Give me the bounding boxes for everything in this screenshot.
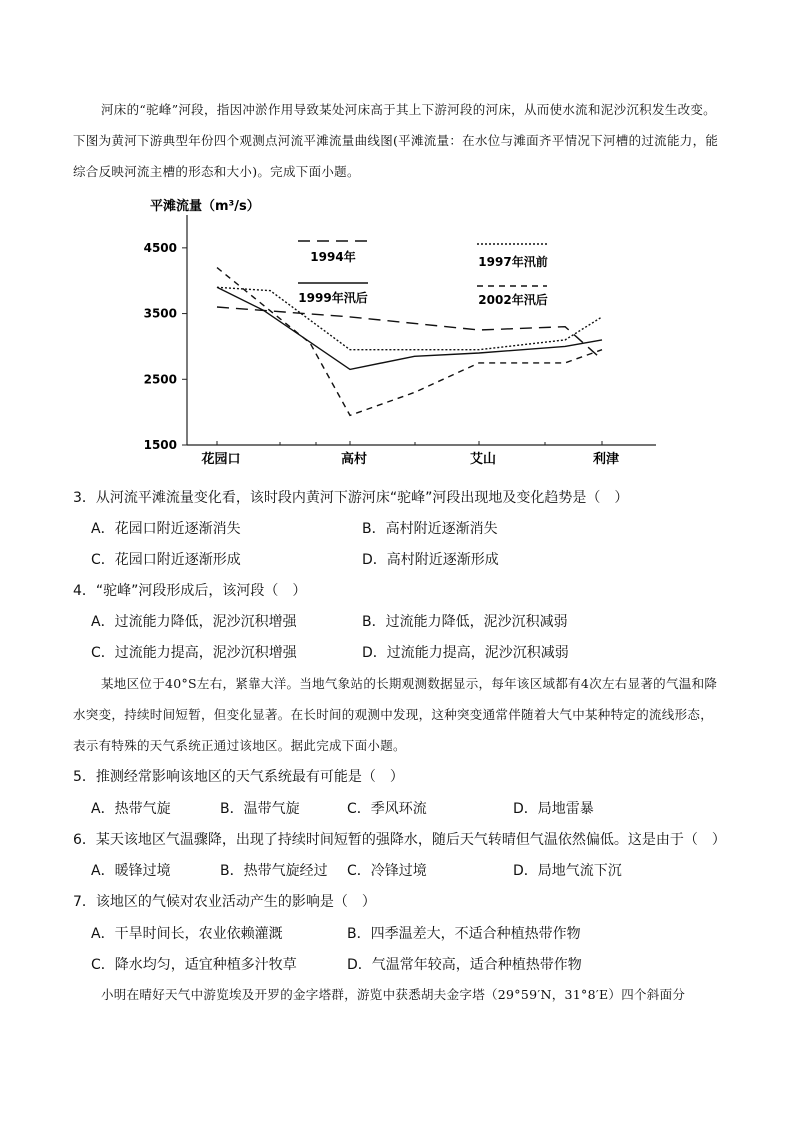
y-tick-label: 4500	[143, 240, 177, 255]
intro-paragraph-2	[73, 668, 723, 761]
chart-axes	[144, 215, 656, 467]
series-line-4	[217, 268, 602, 416]
y-tick-label: 3500	[143, 306, 177, 321]
q5-option-a[interactable]: A．热带气旋	[91, 801, 171, 817]
legend-label-2: 1997年汛前	[478, 255, 548, 269]
q7-option-c[interactable]: C．降水均匀，适宜种植多汁牧草	[91, 957, 297, 973]
y-axis-label: 平滩流量（m³/s）	[150, 199, 260, 214]
intro-text-2: 某地区位于40°S左右，紧靠大洋。当地气象站的长期观测数据显示，每年该区域都有4次左右显著的气温和降水突变，持续时间短暂，但变化显著。在长时间的观测中发现，这种突变通常伴随着大气中某种特定的流线形态，表示有特殊的天气系统正通过该地区。据此完成下面小题。	[73, 676, 718, 753]
intro-text-1: 河床的“驼峰”河段，指因冲淤作用导致某处河床高于其上下游河段的河床，从而使水流和泥沙沉积发生改变。下图为黄河下游典型年份四个观测点河流平滩流量曲线图(平滩流量：在水位与滩面齐平情况下河槽的过流能力，能综合反映河流主槽的形态和大小)。完成下面小题。	[73, 102, 719, 179]
x-tick-label: 高村	[340, 452, 368, 467]
q4-option-d[interactable]: D．过流能力提高，泥沙沉积减弱	[362, 645, 569, 661]
question-7: 7．该地区的气候对农业活动产生的影响是（ ）	[73, 894, 376, 910]
q3-option-d[interactable]: D．高村附近逐渐形成	[362, 552, 499, 568]
q3-option-c[interactable]: C．花园口附近逐渐形成	[91, 552, 241, 568]
chart-legend	[298, 241, 548, 307]
legend-label-4: 2002年汛后	[478, 293, 548, 307]
chart-series	[217, 268, 602, 416]
q5-option-b[interactable]: B．温带气旋	[220, 801, 300, 817]
q6-option-b[interactable]: B．热带气旋经过	[220, 863, 328, 879]
q7-option-b[interactable]: B．四季温差大，不适合种植热带作物	[347, 926, 581, 942]
question-4: 4．“驼峰”河段形成后，该河段（ ）	[73, 583, 307, 599]
question-3: 3．从河流平滩流量变化看，该时段内黄河下游河床“驼峰”河段出现地及变化趋势是（ ）	[73, 490, 629, 506]
y-tick-label: 1500	[143, 438, 177, 452]
x-tick-label: 花园口	[201, 452, 241, 467]
x-tick-label: 艾山	[469, 452, 497, 467]
x-tick-label: 利津	[592, 452, 620, 467]
question-6: 6．某天该地区气温骤降，出现了持续时间短暂的强降水，随后天气转晴但气温依然偏低。这是由于（ ）	[73, 832, 726, 848]
q7-option-d[interactable]: D．气温常年较高，适合种植热带作物	[347, 957, 582, 973]
q5-option-c[interactable]: C．季风环流	[347, 801, 427, 817]
y-tick-label: 2500	[143, 372, 177, 387]
question-5: 5．推测经常影响该地区的天气系统最有可能是（ ）	[73, 769, 404, 785]
flow-chart	[143, 195, 670, 470]
q6-option-a[interactable]: A．暖锋过境	[91, 863, 171, 879]
intro-paragraph-3	[73, 979, 723, 1010]
q6-option-c[interactable]: C．冷锋过境	[347, 863, 427, 879]
series-line-1	[217, 307, 602, 360]
q4-option-a[interactable]: A．过流能力降低，泥沙沉积增强	[91, 614, 297, 630]
legend-label-1: 1994年	[310, 250, 356, 264]
legend-label-3: 1999年汛后	[298, 291, 368, 305]
q5-option-d[interactable]: D．局地雷暴	[513, 801, 594, 817]
intro-paragraph-1	[73, 94, 723, 187]
intro-text-3: 小明在晴好天气中游览埃及开罗的金字塔群，游览中获悉胡夫金字塔（29°59′N，31°8′E）四个斜面分	[101, 987, 686, 1002]
q3-option-a[interactable]: A．花园口附近逐渐消失	[91, 521, 241, 537]
q3-option-b[interactable]: B．高村附近逐渐消失	[362, 521, 498, 537]
q4-option-b[interactable]: B．过流能力降低，泥沙沉积减弱	[362, 614, 568, 630]
q6-option-d[interactable]: D．局地气流下沉	[513, 863, 622, 879]
q7-option-a[interactable]: A．干旱时间长，农业依赖灌溉	[91, 926, 283, 942]
q4-option-c[interactable]: C．过流能力提高，泥沙沉积增强	[91, 645, 297, 661]
